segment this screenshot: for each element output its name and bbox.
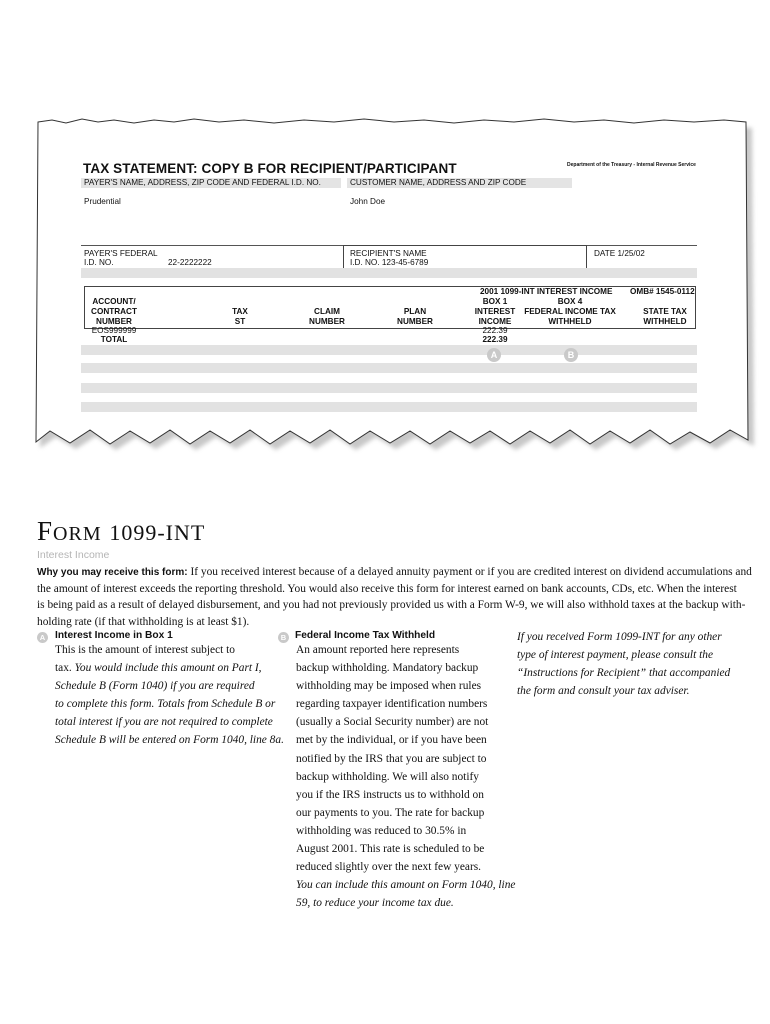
box-b-line: notified by the IRS that you are subject to xyxy=(296,752,487,765)
col-plan-line2: NUMBER xyxy=(397,317,433,326)
recipient-name-label: RECIPIENT'S NAME xyxy=(350,249,427,258)
box-b-line: met by the individual, or if you have been xyxy=(296,734,487,747)
statement-date: DATE 1/25/02 xyxy=(594,249,645,258)
marker-b-icon: B xyxy=(564,348,578,362)
col-account-header xyxy=(84,297,144,327)
form-title-number: 1099-INT xyxy=(109,520,206,545)
col-tax-line2: ST xyxy=(234,317,246,326)
col-account-line3: NUMBER xyxy=(96,317,132,326)
intro-paragraph xyxy=(37,564,752,630)
note-line: the form and consult your tax adviser. xyxy=(517,685,690,698)
col-tax-line1: TAX xyxy=(232,307,248,316)
col-state-header xyxy=(632,307,698,327)
box-a-line: Schedule B will be entered on Form 1040, line 8a. xyxy=(55,734,284,747)
col-box1-line3: INCOME xyxy=(478,317,512,326)
payer-label: PAYER'S NAME, ADDRESS, ZIP CODE AND FEDERAL I.D. NO. xyxy=(84,178,321,187)
intro-line: If you received interest because of a delayed annuity payment or if you are credited interest on dividend accumulations and xyxy=(187,566,752,578)
box-b-line: You can include this amount on Form 1040, line xyxy=(296,879,516,892)
box-b-line: backup withholding. We will also notify xyxy=(296,770,480,783)
box-b-line: backup withholding. Mandatory backup xyxy=(296,662,479,675)
note-line: If you received Form 1099-INT for any other xyxy=(517,631,722,643)
shaded-band xyxy=(81,383,697,393)
col-box1-line2: INTEREST xyxy=(474,307,516,316)
col-box4-line3: WITHHELD xyxy=(548,317,592,326)
col-box1-header xyxy=(465,297,525,327)
omb-number: OMB# 1545-0112 xyxy=(630,287,695,296)
box-a-line: Schedule B (Form 1040) if you are required xyxy=(55,680,255,693)
interest-income-heading: 2001 1099-INT INTEREST INCOME xyxy=(480,287,613,296)
form-subtitle: Interest Income xyxy=(37,549,110,561)
statement-title: TAX STATEMENT: COPY B FOR RECIPIENT/PARTICIPANT xyxy=(83,161,457,176)
box-a-line-tail: You would include this amount on Part I, xyxy=(74,662,262,675)
col-account-line2: CONTRACT xyxy=(91,307,137,316)
box-b-line: our payments to you. The rate for backup xyxy=(296,806,485,819)
col-box4-header xyxy=(522,297,618,327)
box-a-heading: Interest Income in Box 1 xyxy=(55,630,173,641)
box-a-marker-icon: A xyxy=(37,632,48,643)
col-state-line1: STATE TAX xyxy=(643,307,687,316)
payer-name: Prudential xyxy=(84,197,121,206)
payer-federal-id: 22-2222222 xyxy=(168,258,212,267)
form-title xyxy=(37,516,205,547)
box-b-line: August 2001. This rate is scheduled to be xyxy=(296,843,485,856)
col-claim-header xyxy=(297,307,357,327)
col-plan-line1: PLAN xyxy=(403,307,427,316)
consult-note xyxy=(517,628,730,700)
col-state-line2: WITHHELD xyxy=(643,317,687,326)
box-a-line xyxy=(55,659,284,677)
box-b-line: An amount reported here represents xyxy=(296,644,460,656)
box-a-line: total interest if you are not required to complete xyxy=(55,716,273,729)
box-a-text xyxy=(55,641,284,750)
shaded-band xyxy=(81,345,697,355)
box-a-line: This is the amount of interest subject to xyxy=(55,644,236,656)
col-box4-line2: FEDERAL INCOME TAX xyxy=(524,307,616,316)
col-tax-header xyxy=(220,307,260,327)
box-b-marker-icon: B xyxy=(278,632,289,643)
statement-stub-outline xyxy=(0,0,770,470)
customer-name: John Doe xyxy=(350,197,386,206)
note-line: “Instructions for Recipient” that accompanied xyxy=(517,667,731,680)
box-b-line: 59, to reduce your income tax due. xyxy=(296,897,454,910)
intro-line: holding rate (if that withholding is at least $1). xyxy=(37,615,250,628)
form-title-initial: F xyxy=(37,516,54,546)
box-b-line: reduced slightly over the next few years. xyxy=(296,861,482,874)
note-line: type of interest payment, please consult the xyxy=(517,649,714,662)
box-b-heading: Federal Income Tax Withheld xyxy=(295,630,436,641)
intro-line: the amount of interest exceeds the reporting threshold. You would also receive this form for interest earned on bank accounts, CDs, etc. When the interest xyxy=(37,583,737,596)
col-box1-line1: BOX 1 xyxy=(482,297,508,306)
col-account-line1: ACCOUNT/ xyxy=(92,297,136,306)
col-plan-header xyxy=(385,307,445,327)
row-interest-income: 222.39 xyxy=(482,326,508,335)
shaded-band xyxy=(81,402,697,412)
box-a-line-start: tax. xyxy=(55,662,75,675)
total-label: TOTAL xyxy=(100,335,128,344)
agency-text: Department of the Treasury - Internal Revenue Service xyxy=(567,162,696,168)
intro-line: is being paid as a result of delayed disbursement, and you had not previously provided us with a Form W-9, we will also withhold taxes at the backup with- xyxy=(37,599,746,612)
recipient-id: I.D. NO. 123-45-6789 xyxy=(350,258,429,267)
payer-id-label: I.D. NO. xyxy=(84,258,114,267)
payer-federal-label: PAYER'S FEDERAL xyxy=(84,249,158,258)
customer-label: CUSTOMER NAME, ADDRESS AND ZIP CODE xyxy=(350,178,527,187)
box-b-text xyxy=(296,641,515,912)
box-b-line: (usually a Social Security number) are not xyxy=(296,716,489,729)
marker-a-icon: A xyxy=(487,348,501,362)
box-a-line: to complete this form. Totals from Schedule B or xyxy=(55,698,276,711)
why-label: Why you may receive this form: xyxy=(37,567,188,578)
shaded-band xyxy=(81,268,697,278)
col-box4-line1: BOX 4 xyxy=(557,297,583,306)
box-b-line: you if the IRS instructs us to withhold on xyxy=(296,788,484,801)
box-b-line: withholding was reduced to 30.5% in xyxy=(296,824,467,837)
box-b-line: withholding may be imposed when rules xyxy=(296,680,482,693)
form-title-word: ORM xyxy=(53,523,102,545)
total-interest-income: 222.39 xyxy=(482,335,508,344)
shaded-band xyxy=(81,363,697,373)
col-claim-line2: NUMBER xyxy=(309,317,345,326)
row-account-number: EOS999999 xyxy=(91,326,137,335)
col-claim-line1: CLAIM xyxy=(314,307,340,316)
box-b-line: regarding taxpayer identification numbers xyxy=(296,698,488,711)
